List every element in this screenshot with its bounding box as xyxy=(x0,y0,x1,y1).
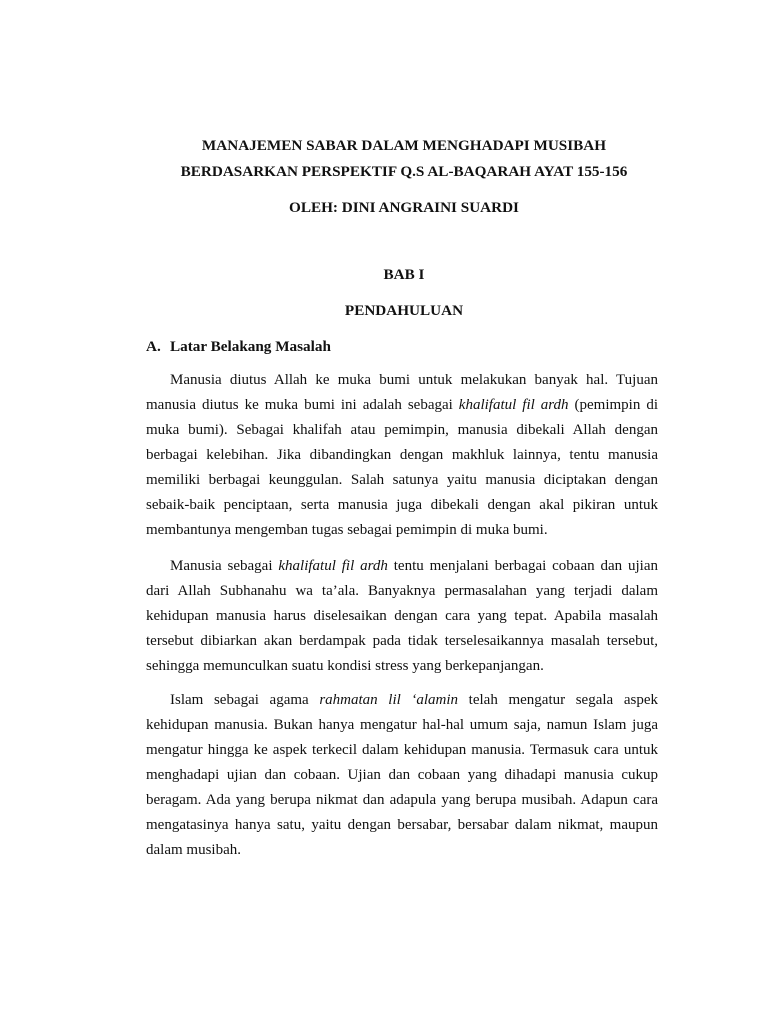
paragraph-text-run: Islam sebagai agama xyxy=(170,692,320,708)
paragraph-text xyxy=(146,368,658,543)
paragraph-2 xyxy=(146,554,658,679)
paragraph-3 xyxy=(146,688,658,863)
paragraph-text-run: telah mengatur segala aspek kehidupan manusia. Bukan hanya mengatur hal-hal umum saja, namun Islam juga mengatur hingga ke aspek terkecil dalam kehidupan manusia. Termasuk cara untuk menghadapi ujian dan cobaan. Ujian dan cobaan yang dihadapi manusia cukup beragam. Ada yang berupa nikmat dan adapula yang berupa musibah. Adapun cara mengatasinya hanya satu, yaitu dengan bersabar, bersabar dalam nikmat, maupun dalam musibah. xyxy=(146,692,658,858)
document-title-line-1: MANAJEMEN SABAR DALAM MENGHADAPI MUSIBAH xyxy=(201,137,607,154)
section-number: A. xyxy=(146,338,161,355)
italic-term: rahmatan lil ‘alamin xyxy=(319,692,459,708)
chapter-title: PENDAHULUAN xyxy=(344,302,464,319)
paragraph-text-run: (pemimpin di muka bumi). Sebagai khalifah atau pemimpin, manusia dibekali Allah dengan berbagai kelebihan. Jika dibandingkan dengan makhluk lainnya, tentu manusia memiliki berbagai keunggulan. Salah satunya yaitu manusia diciptakan dengan sebaik-baik penciptaan, serta manusia juga dibekali dengan akal pikiran untuk membantunya mengemban tugas sebagai pemimpin di muka bumi. xyxy=(146,397,659,538)
paragraph-text xyxy=(146,554,658,679)
paragraph-1 xyxy=(146,368,658,543)
paragraph-text-run: Manusia diutus Allah ke muka bumi untuk melakukan banyak hal. Tujuan manusia diutus ke muka bumi ini adalah sebagai xyxy=(146,372,658,413)
italic-term: khalifatul fil ardh xyxy=(278,558,388,574)
chapter-number: BAB I xyxy=(383,266,425,283)
section-title: Latar Belakang Masalah xyxy=(170,338,331,355)
document-title-line-2: BERDASARKAN PERSPEKTIF Q.S AL-BAQARAH AYAT 155-156 xyxy=(180,163,628,180)
paragraph-text xyxy=(146,688,658,863)
paragraph-text-run: Manusia sebagai xyxy=(170,558,279,574)
author-line: OLEH: DINI ANGRAINI SUARDI xyxy=(289,199,519,216)
paragraph-text-run: tentu menjalani berbagai cobaan dan ujian dari Allah Subhanahu wa ta’ala. Banyaknya permasalahan yang terjadi dalam kehidupan manusia harus diselesaikan dengan cara yang tepat. Apabila masalah tersebut dibiarkan akan berdampak pada tidak terselesaikannya masalah tersebut, sehingga memunculkan suatu kondisi stress yang berkepanjangan. xyxy=(146,558,658,674)
italic-term: khalifatul fil ardh xyxy=(458,397,569,413)
section-heading xyxy=(146,338,331,356)
